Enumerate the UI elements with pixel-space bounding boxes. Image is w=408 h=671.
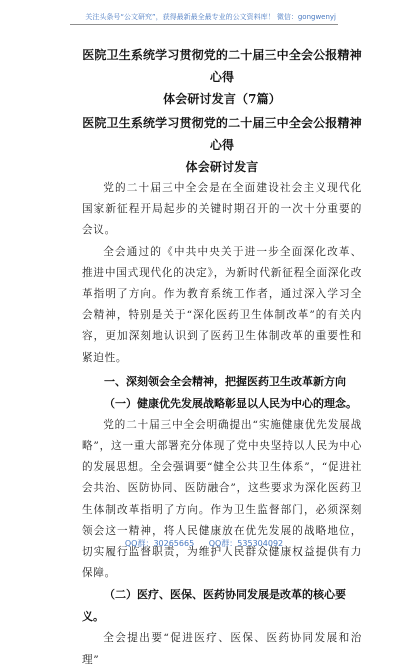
header-divider [70,24,338,25]
document-subtitle-line1: 医院卫生系统学习贯彻党的二十届三中全会公报精神心得 [82,116,362,152]
subsection-heading-2: （二）医疗、医保、医药协同发展是改革的核心要义。 [82,588,346,624]
paragraph-coordination: 全会提出要“促进医疗、医保、医药协同发展和治理” [82,632,362,666]
subsection-heading-1: （一）健康优先发展战略彰显以人民为中心的理念。 [104,396,357,410]
paragraph-health-priority: 党的二十届三中全会明确提出“实施健康优先发展战略”，这一重大部署充分体现了党中央坚持以人民为中心的发展思想。全会强调要“健全公共卫生体系”，“促进社会共治、医防协同、医防融合”，这些要求为深化医药卫生体制改革指明了方向。作为卫生监督部门，必须深刻领会这一精神，将人民健康放在优先发展的战略地位，切实履行监督职责，为维护人民群众健康权益提供有力保障。 [82,418,362,580]
document-subtitle-line2: 体会研讨发言 [185,160,259,174]
footer-qq-group-2: QQ群：535304092 [208,539,284,548]
footer-qq-group-1: QQ群：30265665 [124,539,195,548]
document-title-line2: 体会研讨发言（7篇） [163,92,281,106]
document-subtitle [82,112,362,178]
paragraph-intro: 党的二十届三中全会是在全面建设社会主义现代化国家新征程开局起步的关键时期召开的一次十分重要的会议。 [82,182,362,237]
header-note: 关注头条号“公文研究”，获得最新最全最专业的公文资料库！ 微信：gongwenyj [85,13,336,21]
section-heading-1: 一、深刻领会全会精神，把握医药卫生改革新方向 [104,374,346,388]
footer-qq-groups [0,538,408,549]
document-title [82,44,362,110]
paragraph-decision: 全会通过的《中共中央关于进一步全面深化改革、推进中国式现代化的决定》，为新时代新征程全面深化改革指明了方向。作为教育系统工作者，通过深入学习全会精神，特别是关于“深化医药卫生体制改革”的有关内容，更加深刻地认识到了医药卫生体制改革的重要性和紧迫性。 [82,245,362,364]
document-title-line1: 医院卫生系统学习贯彻党的二十届三中全会公报精神心得 [82,48,362,84]
